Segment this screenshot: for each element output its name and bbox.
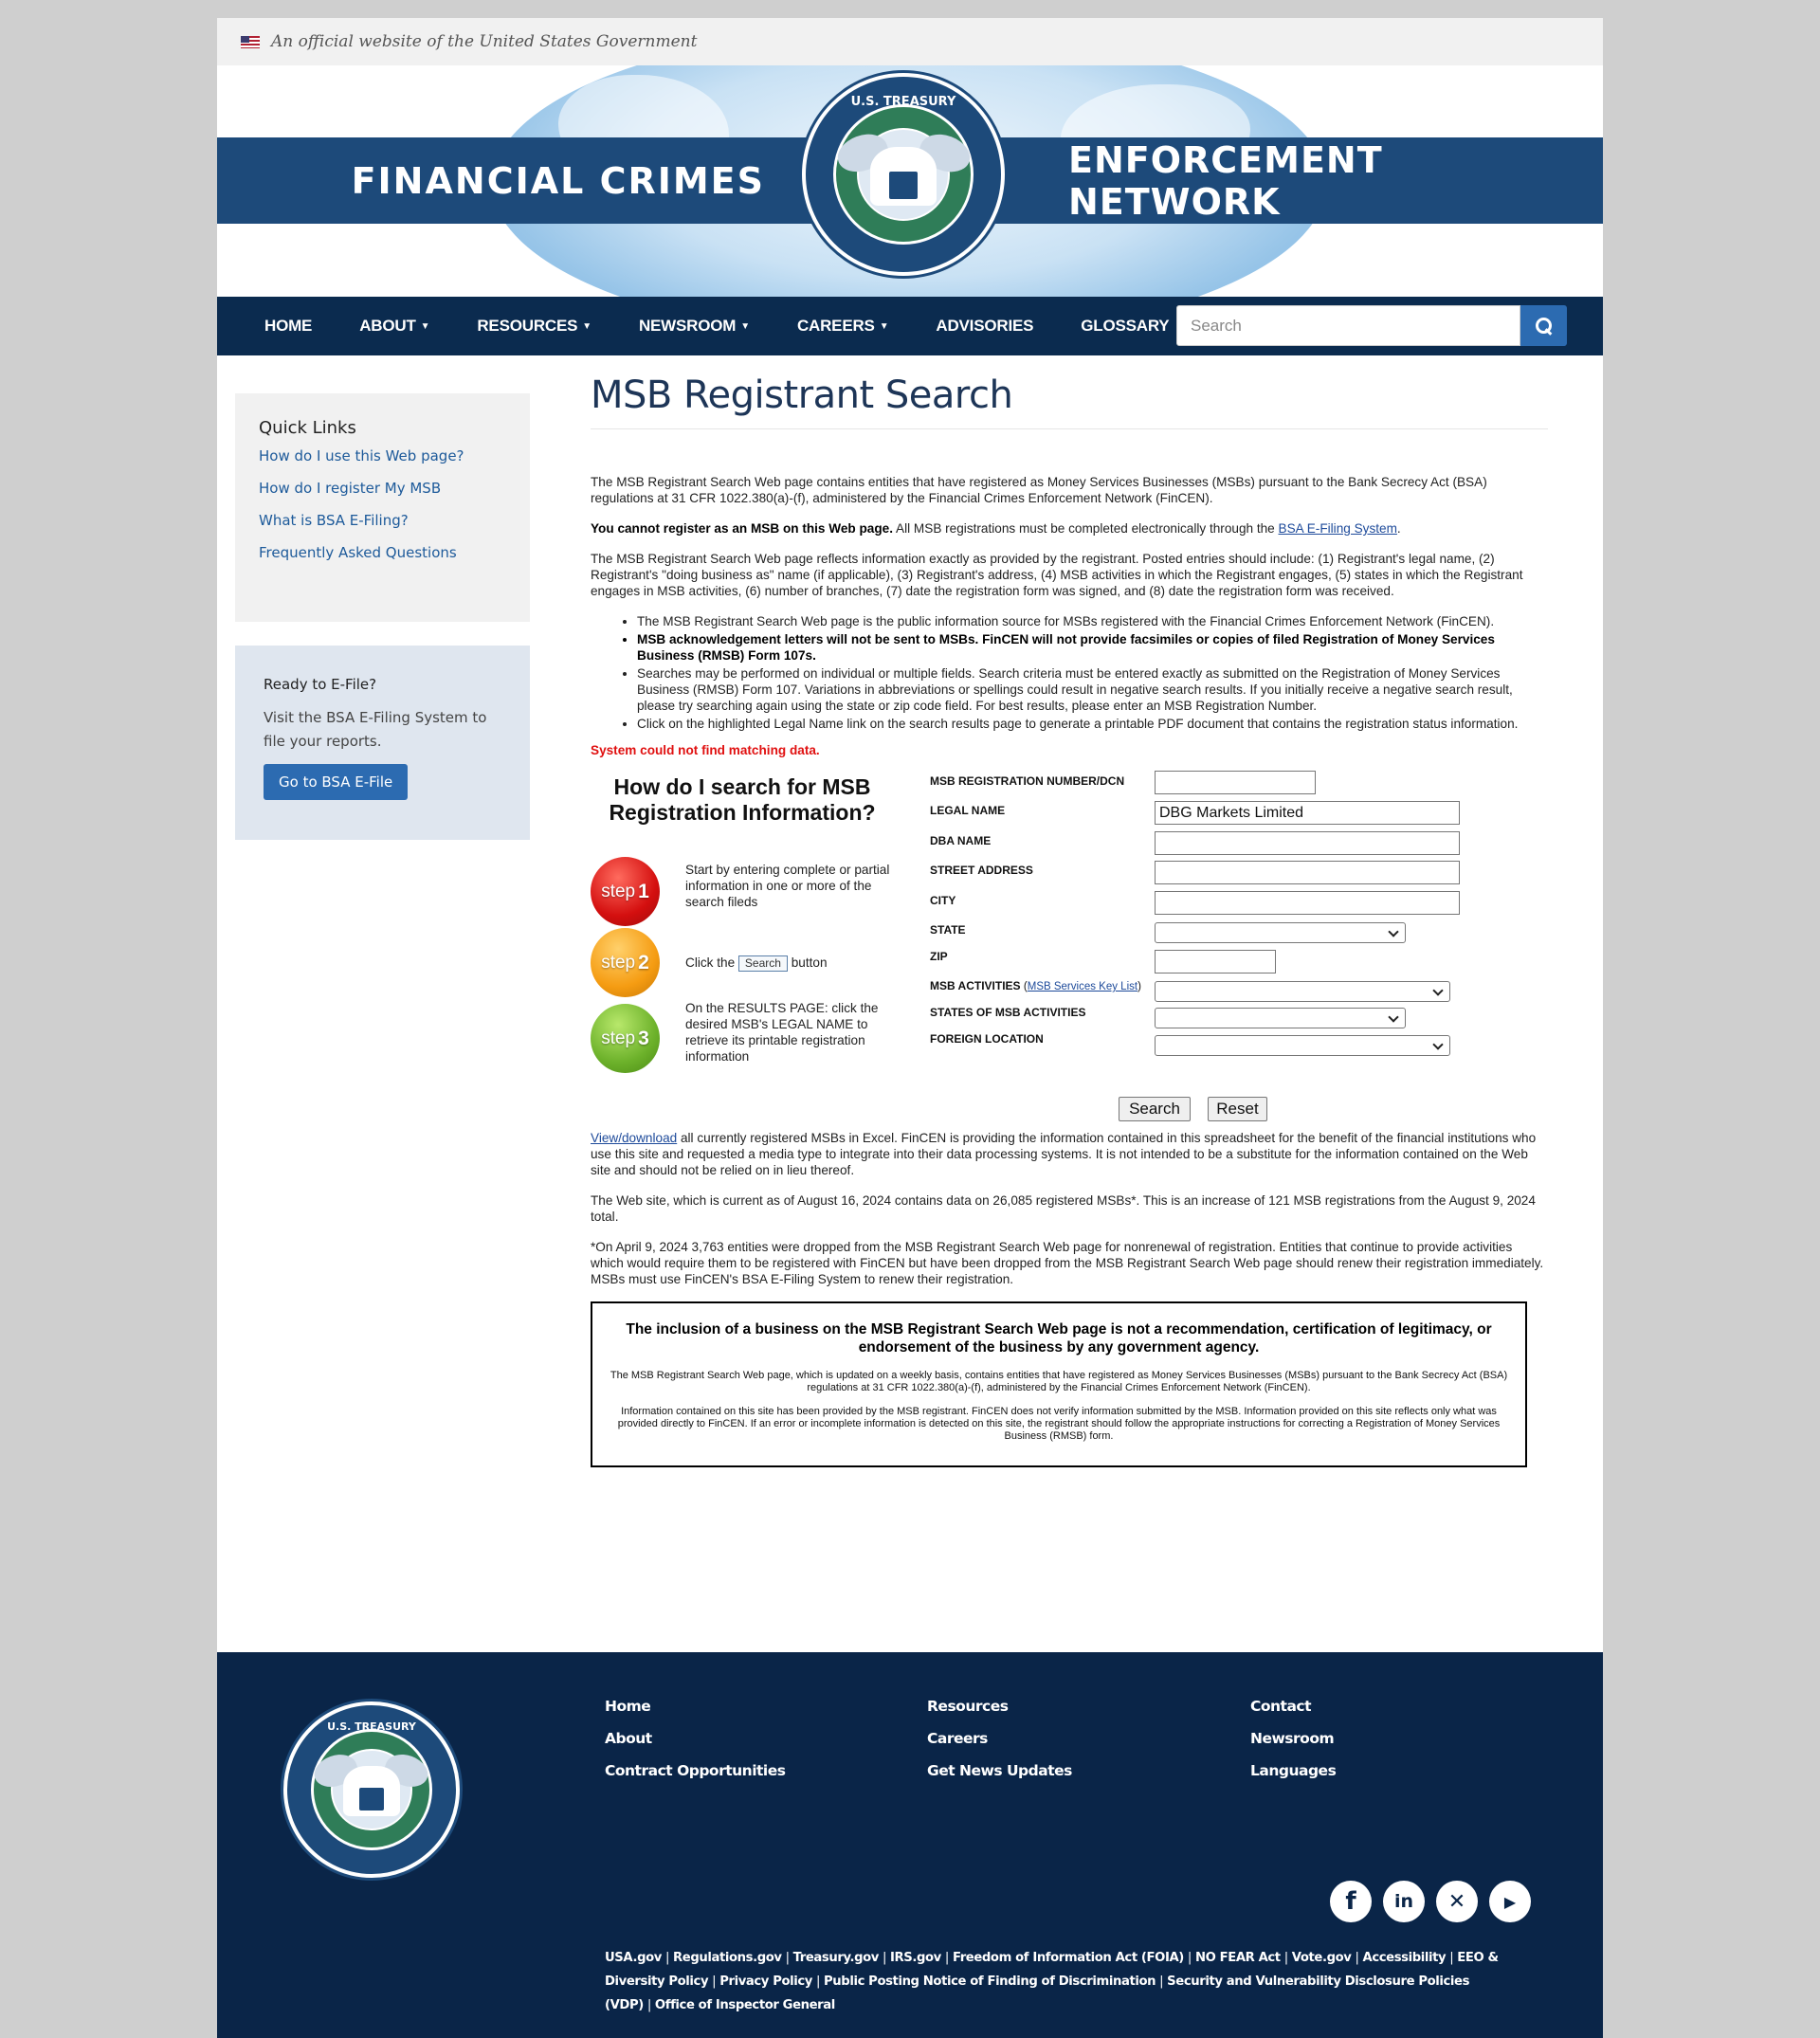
eagle-icon [343, 1766, 401, 1816]
efile-panel [235, 646, 530, 840]
site-title-left[interactable]: FINANCIAL CRIMES [351, 159, 765, 202]
main-content [591, 373, 1548, 1467]
footer-col-1 [605, 1698, 785, 1794]
step-2-icon [591, 928, 660, 997]
caret-down-icon: ▼ [740, 321, 750, 333]
footer-link-resources[interactable]: Resources [927, 1698, 1009, 1715]
zip-label: ZIP [930, 950, 948, 963]
nav-item-about[interactable] [336, 317, 453, 336]
site-search-input[interactable]: Search [1176, 305, 1520, 346]
footer-legal-link[interactable]: USA.gov [605, 1951, 662, 1965]
social-links [1330, 1881, 1531, 1922]
site-search-button[interactable] [1520, 305, 1567, 346]
nav-item-advisories[interactable] [912, 317, 1057, 336]
nav-items [217, 317, 1192, 336]
step-3-text: On the RESULTS PAGE: click the desired MSB's LEGAL NAME to retrieve its printable registration information [685, 1001, 879, 1064]
page [217, 18, 1603, 2038]
nav-item-home[interactable] [241, 317, 336, 336]
street-input[interactable] [1155, 861, 1460, 884]
step-num: 2 [638, 951, 649, 974]
go-to-efile-button[interactable]: Go to BSA E-File [264, 764, 408, 800]
state-label: STATE [930, 923, 966, 937]
disclaimer-box [591, 1301, 1527, 1467]
fincen-seal-logo[interactable] [802, 73, 1005, 276]
list-item: • Searches may be performed on individual or multiple fields. Search criteria must be entered exactly as submitted on the Registration of Money Services Business (RMSB) Form 107. Variations in abbreviations or spellings could result in negative search results. If you initially receive a negative search result, please try searching again using the state or zip code field. For best results, please enter an MSB Registration Number. [637, 665, 1548, 714]
quick-link-efiling[interactable]: What is BSA E-Filing? [259, 512, 409, 529]
separator: | [944, 1951, 949, 1965]
search-button[interactable]: Search [1119, 1097, 1191, 1121]
step-2-text [685, 955, 903, 972]
step-num: 1 [638, 880, 649, 902]
caret-down-icon: ▼ [879, 321, 889, 333]
intro-text: The MSB Registrant Search Web page contains entities that have registered as Money Services Businesses (MSBs) pursuant to the Bank Secrecy Act (BSA) regulations at 31 CFR 1022.380(a)-(f), administered by the Financial Crimes Enforcement Network (FinCEN). [591, 475, 1487, 505]
quick-link-use-page[interactable]: How do I use this Web page? [259, 447, 464, 464]
step-num: 3 [638, 1027, 649, 1049]
legal-name-input[interactable]: DBG Markets Limited [1155, 801, 1460, 825]
nav-item-label: HOME [264, 317, 313, 335]
city-input[interactable] [1155, 891, 1460, 915]
info-bullets [637, 613, 1548, 732]
footer-legal-link[interactable]: Treasury.gov [792, 1951, 879, 1965]
msb-services-key-link[interactable]: MSB Services Key List [1027, 981, 1138, 992]
footer-link-contact[interactable]: Contact [1250, 1698, 1312, 1715]
separator: | [712, 1974, 717, 1989]
x-icon[interactable]: ✕ [1436, 1881, 1478, 1922]
download-description: all currently registered MSBs in Excel. FinCEN is providing the information contained in this spreadsheet for the benefit of the financial institutions who use this site and requested a media type to integrate into their data processing systems. It is not intended to be a substitute for the information contained on the Web site and should not be relied on in lieu thereof. [591, 1131, 1537, 1177]
separator: | [646, 1998, 651, 2012]
street-label: STREET ADDRESS [930, 864, 1033, 877]
reg-number-label: MSB REGISTRATION NUMBER/DCN [930, 774, 1125, 788]
separator: | [815, 1974, 821, 1989]
gov-banner [217, 18, 1603, 65]
nav-item-label: RESOURCES [477, 317, 578, 335]
quick-link-register[interactable]: How do I register My MSB [259, 480, 442, 497]
dba-name-input[interactable] [1155, 831, 1460, 855]
efile-text: Visit the BSA E-Filing System to file your reports. [264, 709, 487, 750]
download-text [591, 1130, 1548, 1178]
reset-button[interactable]: Reset [1208, 1097, 1267, 1121]
nav-item-label: CAREERS [796, 317, 875, 335]
nav-item-careers[interactable] [774, 317, 912, 336]
separator: | [1159, 1974, 1164, 1989]
cannot-register-text: You cannot register as an MSB on this Web page. All MSB registrations must be completed electronically through the BSA E-Filing System. [591, 521, 1401, 536]
step-1-text: Start by entering complete or partial information in one or more of the search fileds [685, 863, 890, 909]
site-footer [217, 1652, 1603, 2038]
separator: | [1355, 1951, 1359, 1965]
activities-label: MSB ACTIVITIES (MSB Services Key List) [930, 979, 1141, 992]
disclaimer-p2: Information contained on this site has been provided by the MSB registrant. FinCEN does not verify information submitted by the MSB. Information provided on this site reflects only what was provided directly to FinCEN. If an error or incomplete information is detected on this site, the registrant should follow the appropriate instructions for correcting a Registration of Money Services Business (RMSB) form. [617, 1406, 1501, 1442]
footer-link-contract[interactable]: Contract Opportunities [605, 1762, 786, 1779]
separator: | [1187, 1951, 1192, 1965]
cannot-register-rest: All MSB registrations must be completed electronically through the [893, 521, 1279, 536]
dropped-note-text: *On April 9, 2024 3,763 entities were dropped from the MSB Registrant Search Web page for nonrenewal of registration. Entities that continue to provide activities which would require them to be registered with FinCEN but have been dropped from the MSB Registrant Search Web page should renew their registration immediately. MSBs must use FinCEN's BSA E-Filing System to renew their registration. [591, 1240, 1544, 1286]
reg-number-input[interactable] [1155, 771, 1316, 794]
linkedin-icon[interactable]: in [1383, 1881, 1425, 1922]
list-item: • Click on the highlighted Legal Name link on the search results page to generate a printable PDF document that contains the registration status information. [637, 716, 1548, 732]
foreign-label: FOREIGN LOCATION [930, 1032, 1044, 1046]
nav-item-label: NEWSROOM [638, 317, 737, 335]
eagle-icon [870, 147, 937, 206]
site-header [217, 65, 1603, 297]
nav-item-label: ADVISORIES [936, 317, 1034, 335]
step-word: step [601, 881, 636, 901]
footer-col-2 [927, 1698, 1072, 1794]
zip-input[interactable] [1155, 950, 1276, 974]
step-2-before: Click the [685, 955, 736, 970]
separator: | [1283, 1951, 1288, 1965]
foreign-select[interactable] [1155, 1035, 1450, 1056]
footer-legal-link[interactable]: IRS.gov [890, 1951, 941, 1965]
state-select[interactable] [1155, 922, 1406, 943]
step-word: step [601, 952, 636, 973]
list-item: • MSB acknowledgement letters will not be sent to MSBs. FinCEN will not provide facsimiles or copies of filed Registration of Money Services Business (RMSB) Form 107s. [637, 631, 1548, 664]
footer-legal-link[interactable]: Office of Inspector General [654, 1998, 835, 2012]
separator: | [882, 1951, 887, 1965]
footer-link-newsroom[interactable]: Newsroom [1250, 1730, 1335, 1747]
youtube-icon[interactable]: ▶ [1489, 1881, 1531, 1922]
step-3 [591, 1001, 879, 1073]
footer-link-news-updates[interactable]: Get News Updates [927, 1762, 1072, 1779]
states-activities-select[interactable] [1155, 1008, 1406, 1028]
separator: | [1449, 1951, 1454, 1965]
nav-item-label: GLOSSARY [1081, 317, 1170, 335]
footer-legal-link[interactable]: Public Posting Notice of Finding of Discrimination [824, 1974, 1156, 1989]
step-1-icon [591, 857, 660, 926]
nav-item-glossary[interactable] [1057, 317, 1192, 336]
footer-legal-links [605, 1946, 1553, 2017]
city-label: CITY [930, 894, 956, 907]
footer-legal-link[interactable]: Accessibility [1362, 1951, 1447, 1965]
activities-label-text: MSB ACTIVITIES [930, 979, 1021, 992]
step-word: step [601, 1028, 636, 1048]
caret-down-icon: ▼ [582, 321, 592, 333]
page-title: MSB Registrant Search [591, 373, 1548, 429]
footer-link-home[interactable]: Home [605, 1698, 651, 1715]
nav-item-resources[interactable] [453, 317, 615, 336]
quick-links-title: Quick Links [259, 418, 356, 438]
howto-title: How do I search for MSB Registration Information? [609, 774, 876, 825]
separator: | [664, 1951, 670, 1965]
disclaimer-title: The inclusion of a business on the MSB Registrant Search Web page is not a recommendation, certification of legitimacy, or endorsement of the business by any government agency. [626, 1321, 1492, 1356]
footer-seal-logo[interactable] [283, 1701, 460, 1878]
efiling-system-link[interactable]: BSA E-Filing System [1278, 521, 1397, 536]
activities-select[interactable] [1155, 981, 1450, 1002]
footer-legal-link[interactable]: EEO & Diversity Policy [605, 1951, 1499, 1989]
step-2-after: button [791, 955, 828, 970]
search-area [591, 774, 1548, 1118]
footer-link-languages[interactable]: Languages [1250, 1762, 1337, 1779]
gov-banner-text: An official website of the United States Government [271, 32, 698, 51]
reflects-text: The MSB Registrant Search Web page reflects information exactly as provided by the registrant. Posted entries should include: (1) Registrant's legal name, (2) Registrant's "doing business as" name (if applicable), (3) Registrant's address, (4) MSB activities in which the Registrant engages, (5) states in which the Registrant engages in MSB activities, (6) number of branches, (7) date the registration form was signed, and (8) date the registration form was received. [591, 552, 1523, 598]
states-activities-label: STATES OF MSB ACTIVITIES [930, 1006, 1086, 1019]
efile-title: Ready to E-File? [264, 676, 377, 693]
seal-text: U.S. TREASURY [327, 1720, 416, 1734]
disclaimer-p1: The MSB Registrant Search Web page, which is updated on a weekly basis, contains entities that have registered as Money Services Businesses (MSBs) pursuant to the Bank Secrecy Act (BSA) regulations at 31 CFR 1022.380(a)-(f), administered by the Financial Crimes Enforcement Network (FinCEN). [610, 1370, 1508, 1393]
caret-down-icon: ▼ [420, 321, 430, 333]
dba-name-label: DBA NAME [930, 834, 992, 847]
list-item: • The MSB Registrant Search Web page is the public information source for MSBs registered with the Financial Crimes Enforcement Network (FinCEN). [637, 613, 1548, 629]
footer-legal-link[interactable]: Freedom of Information Act (FOIA) [952, 1951, 1184, 1965]
footer-legal-link[interactable]: Regulations.gov [673, 1951, 782, 1965]
view-download-link[interactable]: View/download [591, 1131, 678, 1145]
nav-item-label: ABOUT [359, 317, 416, 335]
mini-search-button: Search [738, 955, 788, 972]
cannot-register-bold: You cannot register as an MSB on this Web page. [591, 521, 894, 536]
footer-link-careers[interactable]: Careers [927, 1730, 988, 1747]
footer-legal-link[interactable]: NO FEAR Act [1194, 1951, 1281, 1965]
error-message: System could not find matching data. [591, 743, 820, 757]
footer-legal-link[interactable]: Privacy Policy [719, 1974, 812, 1989]
seal-text: U.S. TREASURY [850, 94, 956, 109]
facebook-icon[interactable]: f [1330, 1881, 1372, 1922]
site-title-right[interactable]: ENFORCEMENT NETWORK [1068, 138, 1383, 223]
search-icon [1536, 318, 1553, 335]
footer-col-3 [1250, 1698, 1336, 1794]
quick-link-faq[interactable]: Frequently Asked Questions [259, 544, 457, 561]
footer-legal-link[interactable]: Vote.gov [1291, 1951, 1352, 1965]
footer-link-about[interactable]: About [605, 1730, 652, 1747]
spacer [591, 1101, 1548, 1130]
step-1 [591, 857, 890, 926]
legal-name-label: LEGAL NAME [930, 804, 1006, 817]
step-2 [591, 928, 828, 997]
quick-links-panel [235, 393, 530, 622]
current-as-of-text: The Web site, which is current as of August 16, 2024 contains data on 26,085 registered MSBs*. This is an increase of 121 MSB registrations from the August 9, 2024 total. [591, 1193, 1536, 1224]
nav-item-newsroom[interactable] [615, 317, 774, 336]
step-3-icon [591, 1004, 660, 1073]
us-flag-icon [241, 36, 260, 48]
main-nav [217, 297, 1603, 355]
footer-legal-link[interactable]: Security and Vulnerability Disclosure Policies (VDP) [605, 1974, 1470, 2012]
separator: | [785, 1951, 790, 1965]
